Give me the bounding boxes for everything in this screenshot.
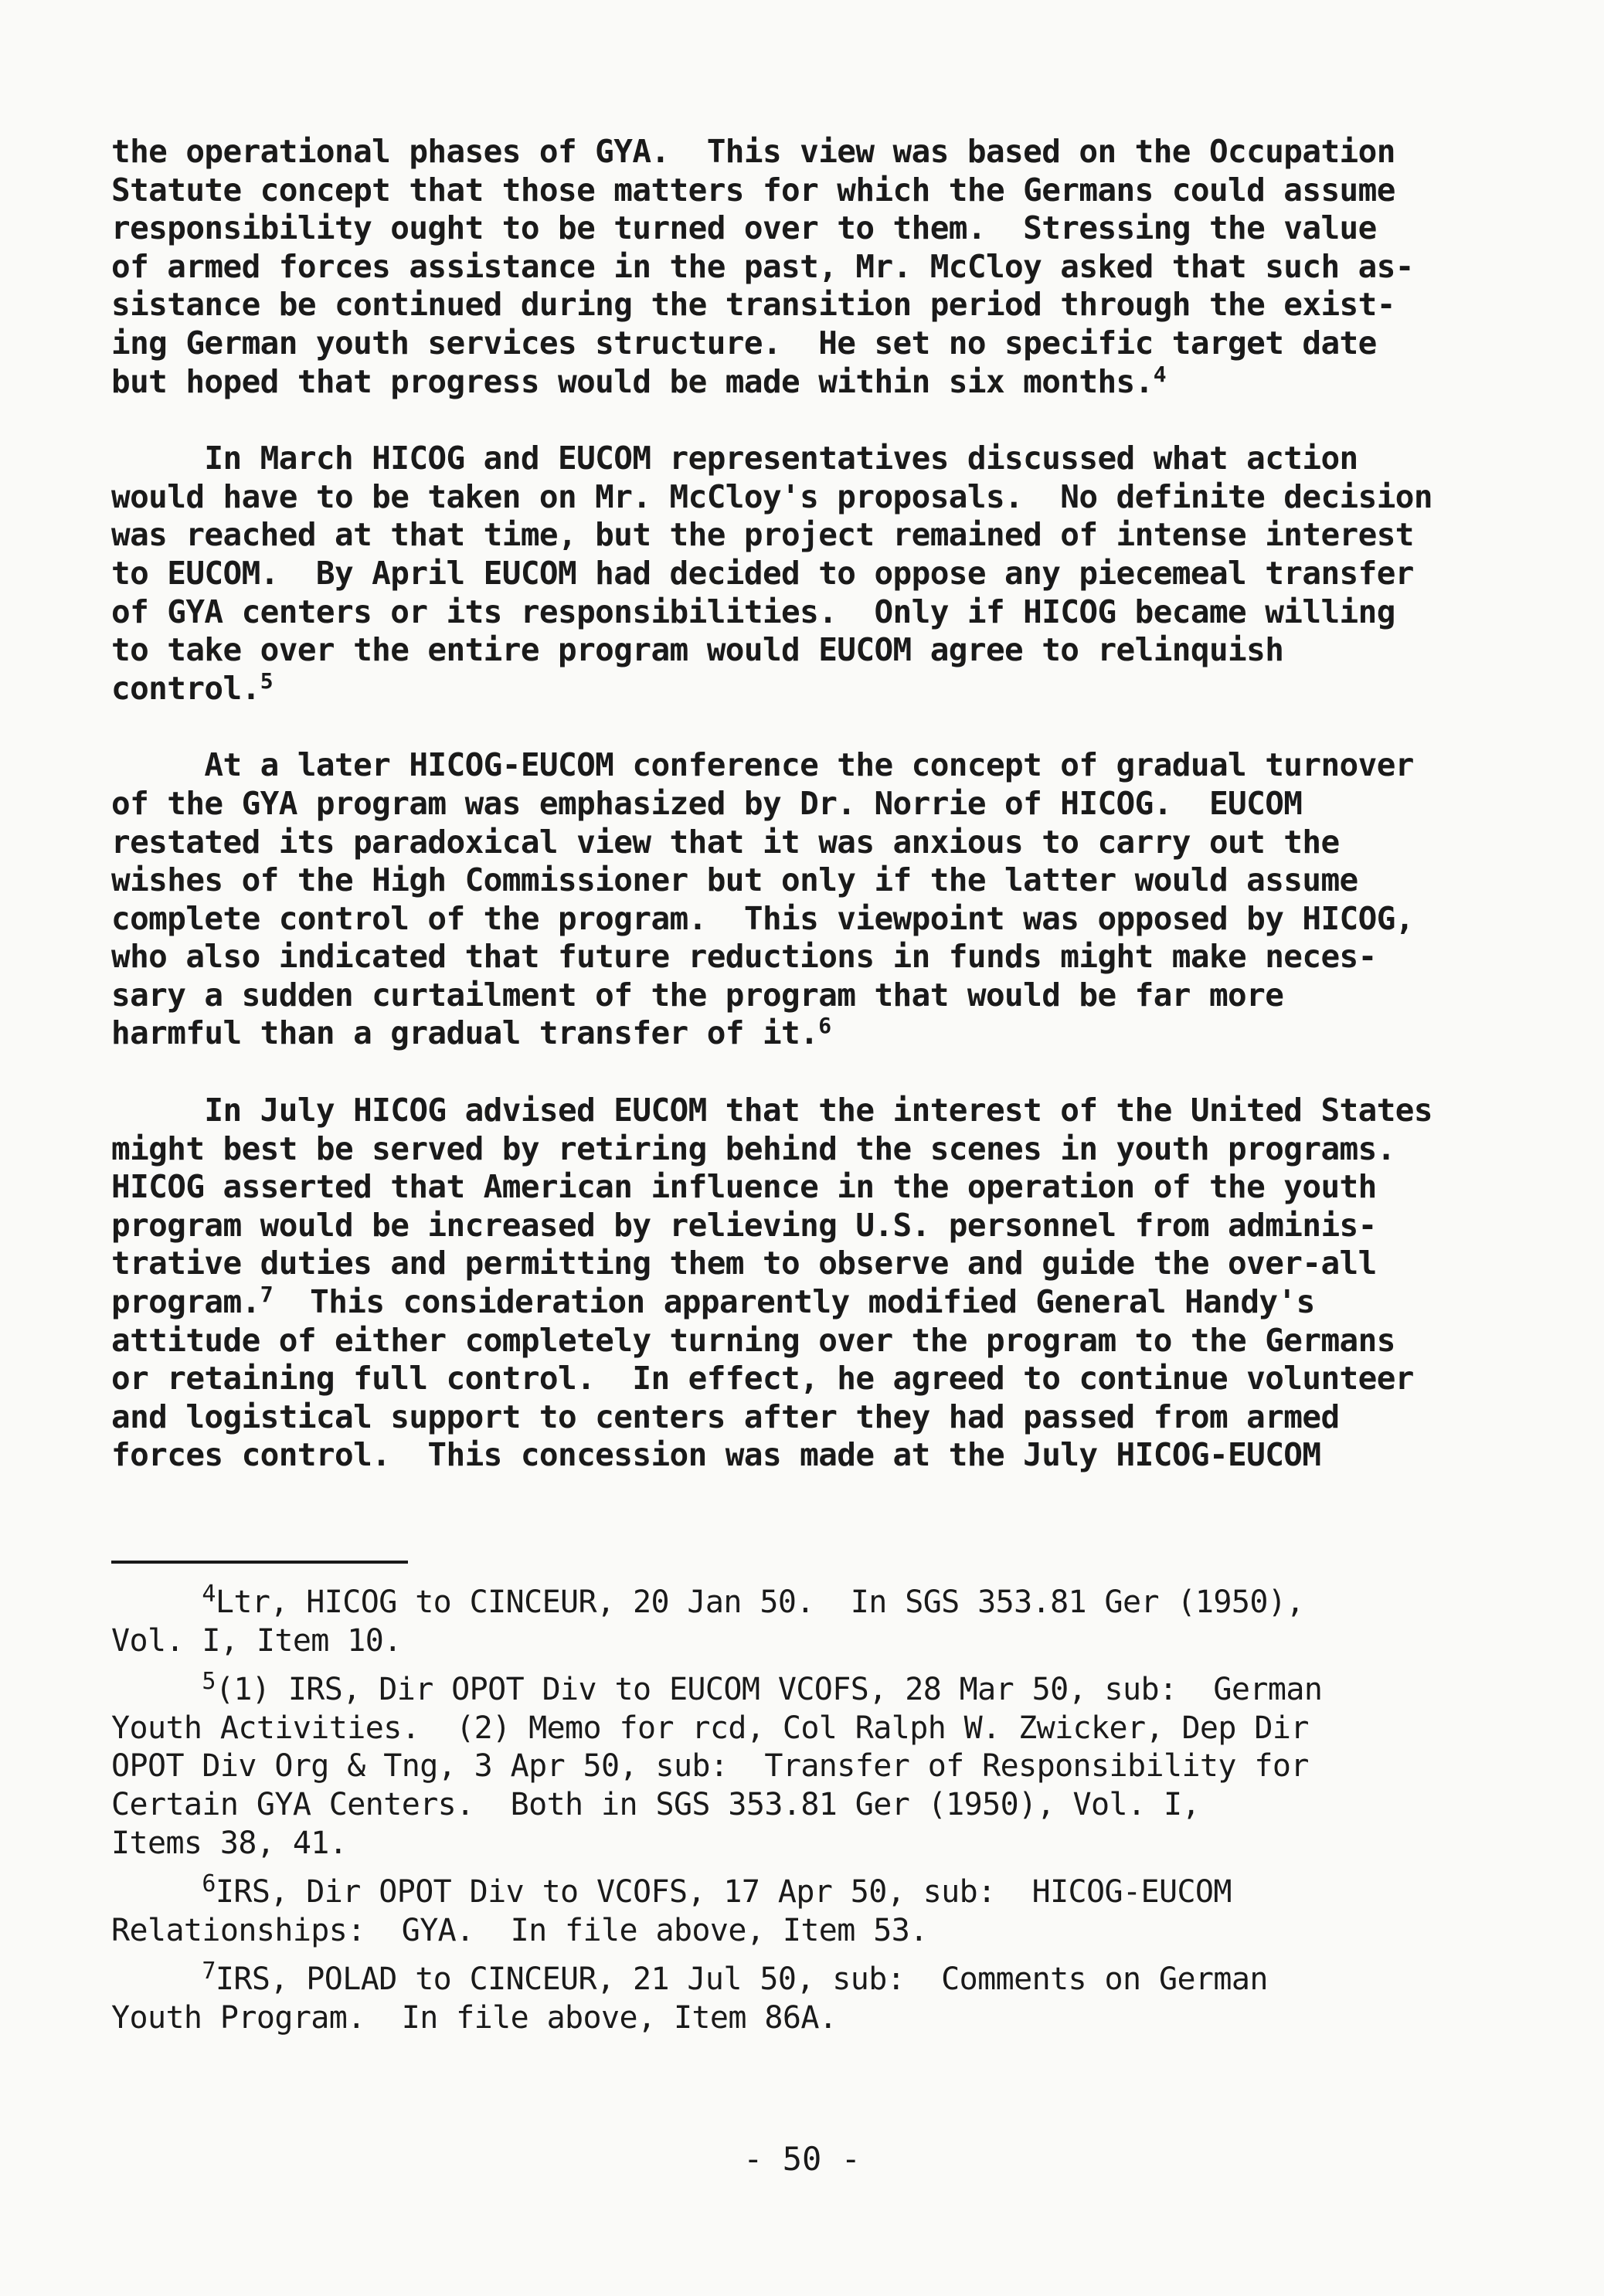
footnote-marker: 5 (202, 1668, 216, 1696)
text-line: sistance be continued during the transition period through the exist- (111, 286, 1395, 324)
text-line-content: but hoped that progress would be made within six months. (111, 362, 1154, 400)
footnote-marker: 4 (202, 1581, 216, 1608)
text-line: trative duties and permitting them to observe and guide the over-all (111, 1245, 1377, 1282)
text-line: HICOG asserted that American influence in the operation of the youth (111, 1168, 1377, 1206)
paragraph-1 (111, 133, 1517, 401)
footnote-text: Ltr, HICOG to CINCEUR, 20 Jan 50. In SGS 353.81 Ger (1950), (215, 1584, 1304, 1620)
footnote-ref: 4 (1153, 361, 1166, 387)
text-line: wishes of the High Commissioner but only if the latter would assume (111, 861, 1358, 899)
footnote-line: Youth Program. In file above, Item 86A. (111, 1999, 838, 2036)
text-line: complete control of the program. This viewpoint was opposed by HICOG, (111, 899, 1414, 937)
footnote-4 (111, 1581, 1517, 1660)
text-line: Statute concept that those matters for which the Germans could assume (111, 171, 1395, 209)
footnote-5 (111, 1668, 1517, 1863)
text-line: the operational phases of GYA. This view was based on the Occupation (111, 133, 1395, 170)
text-line: was reached at that time, but the project remained of intense interest (111, 516, 1414, 554)
footnote-line (111, 1581, 1517, 1622)
footnote-line: Vol. I, Item 10. (111, 1622, 402, 1659)
footnote-line: Youth Activities. (2) Memo for rcd, Col Ralph W. Zwicker, Dep Dir (111, 1710, 1309, 1746)
footnote-divider (111, 1561, 408, 1564)
footnote-line (111, 1958, 1517, 1999)
paragraph-2 (111, 440, 1517, 708)
text-line: of GYA centers or its responsibilities. Only if HICOG became willing (111, 593, 1395, 630)
text-line: ing German youth services structure. He set no specific target date (111, 324, 1377, 362)
text-line: At a later HICOG-EUCOM conference the concept of gradual turnover (111, 746, 1414, 784)
footnote-indent (111, 1961, 202, 1997)
text-line: responsibility ought to be turned over to them. Stressing the value (111, 209, 1377, 247)
footnote-indent (111, 1874, 202, 1910)
footnote-line: OPOT Div Org & Tng, 3 Apr 50, sub: Transfer of Responsibility for (111, 1748, 1309, 1785)
text-line: would have to be taken on Mr. McCloy's proposals. No definite decision (111, 477, 1432, 515)
text-line: forces control. This concession was made at the July HICOG-EUCOM (111, 1436, 1321, 1474)
text-line: or retaining full control. In effect, he agreed to continue volunteer (111, 1360, 1414, 1398)
text-line: In March HICOG and EUCOM representatives discussed what action (111, 440, 1358, 477)
paragraph-3 (111, 746, 1517, 1053)
footnote-line: Certain GYA Centers. Both in SGS 353.81 Ger (1950), Vol. I, (111, 1786, 1200, 1822)
text-line: to take over the entire program would EUCOM agree to relinquish (111, 631, 1284, 669)
text-line (111, 1014, 1517, 1053)
text-line: and logistical support to centers after they had passed from armed (111, 1398, 1340, 1435)
footnote-ref: 6 (818, 1013, 831, 1039)
footnote-line (111, 1870, 1517, 1912)
footnote-line: Items 38, 41. (111, 1825, 348, 1861)
text-line: of armed forces assistance in the past, Mr. McCloy asked that such as- (111, 247, 1414, 285)
text-line: attitude of either completely turning over the program to the Germans (111, 1321, 1395, 1359)
paragraph-4 (111, 1092, 1517, 1475)
body-text (111, 133, 1517, 1475)
footnote-indent (111, 1584, 202, 1620)
footnote-text: IRS, Dir OPOT Div to VCOFS, 17 Apr 50, sub: HICOG-EUCOM (215, 1874, 1232, 1911)
footnote-marker: 6 (202, 1870, 216, 1898)
footnote-ref: 7 (260, 1282, 273, 1308)
footnotes-section (111, 1581, 1517, 2049)
footnote-text: (1) IRS, Dir OPOT Div to EUCOM VCOFS, 28 Mar 50, sub: German (215, 1672, 1323, 1708)
text-line (111, 667, 1517, 708)
text-line: restated its paradoxical view that it was anxious to carry out the (111, 823, 1340, 861)
text-line (111, 363, 1517, 402)
text-line: sary a sudden curtailment of the program that would be far more (111, 976, 1284, 1014)
footnote-ref: 5 (260, 667, 273, 694)
footnote-6 (111, 1870, 1517, 1950)
footnote-text: IRS, POLAD to CINCEUR, 21 Jul 50, sub: Comments on German (215, 1961, 1268, 1998)
footnote-line: Relationships: GYA. In file above, Item 53. (111, 1912, 928, 1948)
text-line: program would be increased by relieving U.S. personnel from adminis- (111, 1206, 1377, 1244)
text-line (111, 1283, 1517, 1322)
text-line-content: control. (111, 669, 260, 707)
footnote-line (111, 1668, 1517, 1710)
text-line: In July HICOG advised EUCOM that the interest of the United States (111, 1092, 1432, 1129)
text-line-content: program. (111, 1283, 260, 1321)
footnote-7 (111, 1958, 1517, 2037)
page-number: - 50 - (743, 2140, 861, 2178)
text-line: might best be served by retiring behind the scenes in youth programs. (111, 1129, 1395, 1167)
text-line: who also indicated that future reductions in funds might make neces- (111, 938, 1377, 976)
footnote-indent (111, 1672, 202, 1707)
text-line: to EUCOM. By April EUCOM had decided to oppose any piecemeal transfer (111, 554, 1414, 592)
text-line-content: harmful than a gradual transfer of it. (111, 1014, 819, 1052)
text-line: of the GYA program was emphasized by Dr. Norrie of HICOG. EUCOM (111, 784, 1303, 822)
text-line-content: This consideration apparently modified General Handy's (272, 1283, 1315, 1321)
footnote-marker: 7 (202, 1958, 216, 1985)
